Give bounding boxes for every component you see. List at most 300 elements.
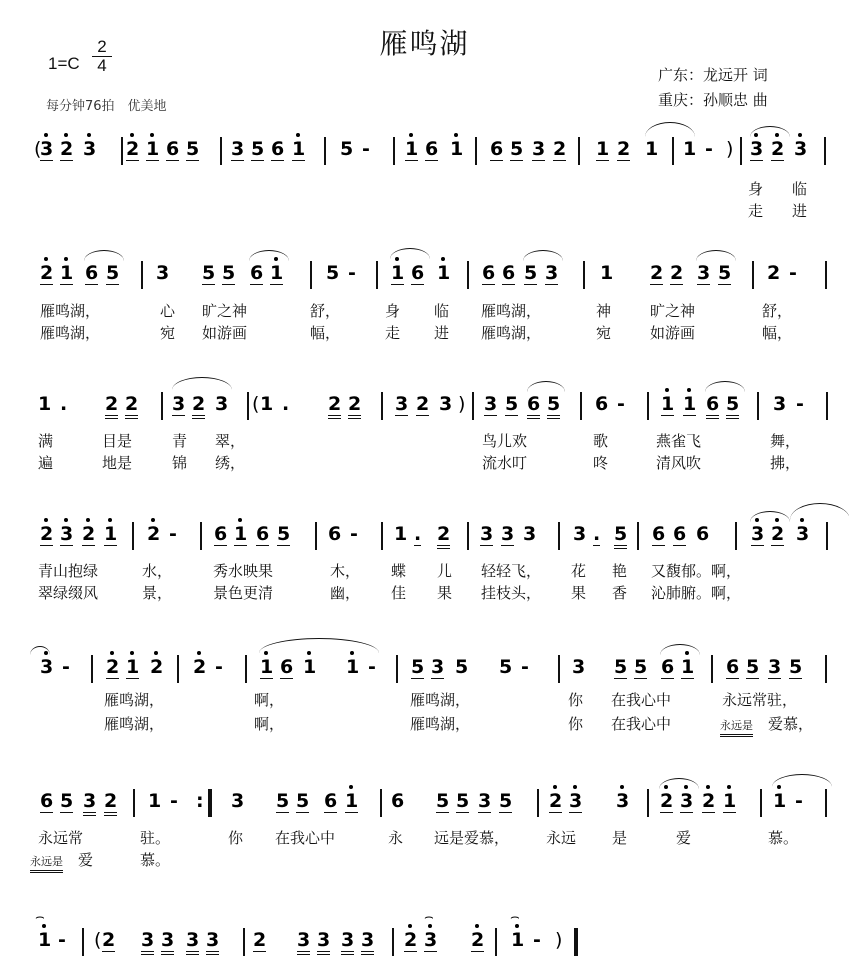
octave-dot-above xyxy=(86,518,90,522)
note: 3 xyxy=(83,138,97,160)
barline xyxy=(578,137,580,165)
octave-dot-above xyxy=(44,133,48,137)
note: 2 xyxy=(40,523,54,545)
note: 1 xyxy=(645,138,659,160)
note: - xyxy=(795,790,803,812)
slur-arc xyxy=(750,126,790,137)
note: 3 xyxy=(569,790,583,812)
barline xyxy=(757,392,759,420)
lyric-text: 沁肺腑。啊， xyxy=(651,584,742,602)
note: 3 xyxy=(317,929,330,955)
barline xyxy=(558,655,560,683)
note: 2 xyxy=(771,523,785,545)
lyric-text: 永远常 xyxy=(38,829,84,847)
slur-arc xyxy=(750,511,790,522)
barline xyxy=(91,655,93,683)
barline xyxy=(315,522,317,550)
note: 3 xyxy=(750,138,764,160)
time-signature-bottom: 4 xyxy=(97,56,107,75)
lyric-text: 宛 xyxy=(596,324,612,342)
barline xyxy=(825,655,827,683)
octave-dot-above xyxy=(727,785,731,789)
note: 3 xyxy=(484,393,498,415)
note: - xyxy=(796,393,804,415)
note: 6 xyxy=(482,262,496,284)
note: 5 xyxy=(746,656,760,678)
barline xyxy=(132,522,134,550)
note: 3 xyxy=(297,929,310,955)
lyric-text: 神 xyxy=(596,302,612,320)
lyric-text: 永远是 xyxy=(30,853,63,873)
note: 1 xyxy=(723,790,737,812)
note: 1 xyxy=(661,393,675,415)
barline xyxy=(376,261,378,289)
note: 2 xyxy=(549,790,563,812)
barline xyxy=(495,928,497,956)
note: 2 xyxy=(82,523,96,545)
barline xyxy=(82,928,84,956)
lyric-text: 翠， xyxy=(215,432,246,450)
slur-arc xyxy=(660,644,700,655)
note: 3 xyxy=(424,929,438,951)
lyric-text: 身 xyxy=(748,180,764,198)
lyric-text: 鸟儿欢 xyxy=(482,432,528,450)
note: 3 xyxy=(478,790,492,812)
fermata-symbol: ⌢ xyxy=(424,907,434,925)
note: 3 xyxy=(768,656,782,678)
octave-dot-above xyxy=(553,785,557,789)
note: 6 xyxy=(595,393,609,415)
lyricist-credit: 广东：龙远开 词 xyxy=(658,66,768,84)
note: 5 xyxy=(510,138,524,160)
note: 3 xyxy=(141,929,154,955)
lyric-line xyxy=(0,849,849,871)
lyric-text: 在我心中 xyxy=(611,715,672,733)
barline xyxy=(324,137,326,165)
note: 2 xyxy=(650,262,664,284)
note: 1 xyxy=(234,523,248,545)
lyric-text: 如游画 xyxy=(650,324,696,342)
note: - xyxy=(350,523,358,545)
lyric-text: 旷之神 xyxy=(202,302,248,320)
barline xyxy=(580,392,582,420)
barline xyxy=(393,137,395,165)
lyric-text: 蝶 xyxy=(391,562,407,580)
note: - xyxy=(617,393,625,415)
note: 3 xyxy=(172,393,186,415)
octave-dot-above xyxy=(441,257,445,261)
barline xyxy=(826,522,828,550)
note: 6 xyxy=(85,262,99,284)
note: 6 xyxy=(328,523,342,545)
barline xyxy=(647,392,649,420)
barline xyxy=(825,789,827,817)
note: 3 xyxy=(532,138,546,160)
lyric-text: 雁鸣湖， xyxy=(104,691,165,709)
lyric-text: 挂枝头， xyxy=(481,584,542,602)
note: 2 xyxy=(192,393,205,419)
slur-arc xyxy=(390,248,430,259)
lyric-text: 流水叮 xyxy=(482,454,528,472)
barline xyxy=(537,789,539,817)
slur-arc xyxy=(523,250,563,261)
note: 5 xyxy=(202,262,216,284)
barline xyxy=(760,789,762,817)
barline xyxy=(825,261,827,289)
note: 3 xyxy=(573,523,587,545)
note: - xyxy=(533,929,541,951)
note: 1 xyxy=(146,138,160,160)
note: 1 xyxy=(38,929,52,951)
octave-dot-above xyxy=(296,133,300,137)
slur-arc xyxy=(527,381,565,392)
lyric-text: 满 xyxy=(38,432,54,450)
lyric-text: 心 xyxy=(160,302,176,320)
note: 3 xyxy=(83,790,96,816)
note: 6 xyxy=(271,138,285,160)
note: 6 xyxy=(250,262,264,284)
lyric-text: 木， xyxy=(330,562,361,580)
note: 3 xyxy=(206,929,219,955)
note: 5 xyxy=(222,262,236,284)
note: 2 xyxy=(553,138,567,160)
lyric-text: 舒， xyxy=(762,302,793,320)
barline xyxy=(381,522,383,550)
note: 5 xyxy=(186,138,200,160)
octave-dot-above xyxy=(798,133,802,137)
lyric-text: 你 xyxy=(568,715,584,733)
note: 1 xyxy=(303,656,317,678)
note: 3 xyxy=(545,262,559,284)
note: - xyxy=(348,262,356,284)
lyric-text: 果 xyxy=(571,584,587,602)
lyric-text: 艳 xyxy=(612,562,628,580)
paren-symbol: ( xyxy=(252,393,260,415)
octave-dot-above xyxy=(197,651,201,655)
barline xyxy=(245,655,247,683)
note: 3 xyxy=(572,656,586,678)
note: - xyxy=(169,523,177,545)
note: 5 xyxy=(276,790,290,812)
slur-arc xyxy=(696,250,736,261)
lyric-text: 临 xyxy=(792,180,808,198)
note: 5 xyxy=(296,790,310,812)
lyric-text: 临 xyxy=(434,302,450,320)
note: 6 xyxy=(391,790,405,812)
note: 1 xyxy=(148,790,162,812)
lyric-text: 在我心中 xyxy=(275,829,336,847)
barline xyxy=(133,789,135,817)
note: 3 xyxy=(231,790,245,812)
note: 6 xyxy=(280,656,294,678)
notation-row xyxy=(0,652,849,686)
note: 2 xyxy=(702,790,716,812)
lyric-text: 走 xyxy=(748,202,764,220)
lyric-text: 慕。 xyxy=(768,829,799,847)
note: 3 xyxy=(215,393,229,415)
note: 3 xyxy=(186,929,199,955)
lyric-text: 佳 xyxy=(391,584,407,602)
note: 5 xyxy=(411,656,425,678)
notation-row xyxy=(0,519,849,553)
lyric-text: 爱慕， xyxy=(768,715,814,733)
slur-arc xyxy=(645,122,695,137)
note: 3 xyxy=(40,656,54,678)
lyric-text: 舒， xyxy=(310,302,341,320)
note: - xyxy=(58,929,66,951)
barline xyxy=(392,928,394,956)
lyric-text: 轻轻飞， xyxy=(481,562,542,580)
note: 3 xyxy=(480,523,494,545)
lyric-text: 燕雀飞 xyxy=(656,432,702,450)
lyric-line xyxy=(0,178,849,200)
note: - xyxy=(521,656,529,678)
note: 2 xyxy=(106,656,120,678)
lyric-text: 果 xyxy=(437,584,453,602)
lyric-text: 目是 xyxy=(102,432,133,450)
lyric-text: 你 xyxy=(228,829,244,847)
notation-row xyxy=(0,786,849,820)
note: 6 xyxy=(696,523,710,545)
composer-credit: 重庆：孙顺忠 曲 xyxy=(658,91,768,109)
lyric-text: 永远 xyxy=(546,829,577,847)
note: 1 xyxy=(38,393,52,415)
note: 3 xyxy=(439,393,453,415)
slur-arc xyxy=(790,503,849,520)
barline xyxy=(121,137,123,165)
note: 1 xyxy=(260,393,274,415)
note: 5 xyxy=(326,262,340,284)
note: 3 xyxy=(697,262,711,284)
barline xyxy=(472,392,474,420)
note: 5 xyxy=(340,138,354,160)
note: 2 xyxy=(147,523,161,545)
barline xyxy=(672,137,674,165)
lyric-text: 舞， xyxy=(770,432,801,450)
note: 5 xyxy=(499,656,513,678)
lyric-text: 雁鸣湖， xyxy=(104,715,165,733)
note: 2 xyxy=(617,138,631,160)
lyric-text: 爱 xyxy=(78,851,94,869)
note: 6 xyxy=(527,393,540,419)
lyric-text: 绣， xyxy=(215,454,246,472)
barline xyxy=(583,261,585,289)
octave-dot-above xyxy=(408,924,412,928)
slur-arc xyxy=(259,638,379,653)
note: 2 xyxy=(328,393,341,419)
note: 1 xyxy=(405,138,419,160)
lyric-text: 慕。 xyxy=(140,851,171,869)
note: 2 xyxy=(60,138,74,160)
note: 1 xyxy=(126,656,140,678)
note: 1 xyxy=(60,262,74,284)
note: 2 xyxy=(771,138,785,160)
octave-dot-above xyxy=(154,651,158,655)
lyric-text: 锦 xyxy=(172,454,188,472)
note: 5 xyxy=(455,656,469,678)
note: : xyxy=(196,790,204,812)
lyric-text: 雁鸣湖， xyxy=(410,691,471,709)
note: 5 xyxy=(456,790,470,812)
barline xyxy=(824,137,826,165)
barline xyxy=(161,392,163,420)
lyric-text: 秀水映果 xyxy=(213,562,274,580)
tempo-marking: 每分钟76拍 优美地 xyxy=(46,99,167,114)
lyric-text: 幅， xyxy=(310,324,341,342)
notation-row xyxy=(0,258,849,292)
lyric-text: 永远常驻， xyxy=(722,691,798,709)
note: - xyxy=(368,656,376,678)
slur-arc xyxy=(772,774,832,787)
note: 6 xyxy=(726,656,740,678)
barline xyxy=(711,655,713,683)
octave-dot-above xyxy=(130,651,134,655)
note: - xyxy=(705,138,713,160)
lyric-text: 走 xyxy=(385,324,401,342)
note: 2 xyxy=(150,656,164,678)
octave-dot-above xyxy=(130,133,134,137)
note: . xyxy=(60,393,68,415)
note: 5 xyxy=(277,523,291,545)
note: 2 xyxy=(126,138,140,160)
note: 2 xyxy=(125,393,138,419)
note: 3 xyxy=(60,523,74,545)
lyric-text: 身 xyxy=(385,302,401,320)
lyric-line xyxy=(0,560,849,582)
note: 2 xyxy=(348,393,361,419)
barline xyxy=(396,655,398,683)
note: 6 xyxy=(324,790,338,812)
octave-dot-above xyxy=(687,388,691,392)
lyric-text: 景色更清 xyxy=(213,584,274,602)
note: 1 xyxy=(773,790,787,812)
lyric-text: 是 xyxy=(612,829,628,847)
note: 1 xyxy=(437,262,451,284)
note: - xyxy=(170,790,178,812)
note: 5 xyxy=(499,790,513,812)
octave-dot-above xyxy=(44,257,48,261)
lyric-text: 永远是 xyxy=(720,717,753,737)
note: 1 xyxy=(511,929,525,951)
time-signature xyxy=(92,38,112,75)
lyric-text: 进 xyxy=(792,202,808,220)
octave-dot-above xyxy=(573,785,577,789)
fermata-symbol: ⌢ xyxy=(35,907,45,925)
note: 3 xyxy=(40,138,54,160)
slur-arc xyxy=(705,381,745,392)
octave-dot-above xyxy=(706,785,710,789)
note: 3 xyxy=(616,790,630,812)
notation-row xyxy=(0,134,849,168)
song-title: 雁鸣湖 xyxy=(379,27,470,60)
lyric-line xyxy=(0,200,849,222)
note: - xyxy=(362,138,370,160)
lyric-text: 进 xyxy=(434,324,450,342)
paren-symbol: ) xyxy=(726,138,734,160)
paren-symbol: ) xyxy=(555,929,563,951)
lyric-line xyxy=(0,582,849,604)
barline xyxy=(141,261,143,289)
slur-arc xyxy=(84,250,124,261)
barline xyxy=(752,261,754,289)
note: - xyxy=(789,262,797,284)
paren-symbol: ( xyxy=(94,929,102,951)
lyric-text: 啊， xyxy=(254,691,285,709)
barline xyxy=(467,261,469,289)
barline xyxy=(467,522,469,550)
lyric-text: 雁鸣湖， xyxy=(410,715,471,733)
note: 1 xyxy=(345,790,359,812)
note: 1 xyxy=(346,656,360,678)
lyric-text: 花 xyxy=(571,562,587,580)
note: 5 xyxy=(614,523,627,549)
lyric-text: 遍 xyxy=(38,454,54,472)
note: 5 xyxy=(718,262,732,284)
note: 6 xyxy=(40,790,54,812)
barline xyxy=(647,789,649,817)
note: 2 xyxy=(253,929,267,951)
paren-symbol: ) xyxy=(458,393,466,415)
note: 2 xyxy=(660,790,674,812)
lyric-text: 翠绿缀风 xyxy=(38,584,99,602)
lyric-text: 幅， xyxy=(762,324,793,342)
barline xyxy=(310,261,312,289)
note: 5 xyxy=(789,656,803,678)
lyric-text: 驻。 xyxy=(140,829,171,847)
note: 5 xyxy=(524,262,538,284)
note: 1 xyxy=(260,656,274,678)
octave-dot-above xyxy=(108,518,112,522)
note: 1 xyxy=(683,138,697,160)
note: 3 xyxy=(156,262,170,284)
octave-dot-above xyxy=(454,133,458,137)
lyric-text: 拂， xyxy=(770,454,801,472)
note: 1 xyxy=(596,138,610,160)
lyric-text: 啊， xyxy=(254,715,285,733)
note: 6 xyxy=(661,656,675,678)
note: 6 xyxy=(502,262,516,284)
octave-dot-above xyxy=(349,785,353,789)
notation-row xyxy=(0,389,849,423)
note: 1 xyxy=(600,262,614,284)
note: - xyxy=(62,656,70,678)
note: 3 xyxy=(794,138,808,160)
note: 5 xyxy=(726,393,739,419)
lyric-line xyxy=(0,827,849,849)
note: 6 xyxy=(425,138,439,160)
lyric-text: 如游画 xyxy=(202,324,248,342)
note: 6 xyxy=(166,138,180,160)
note: 2 xyxy=(437,523,450,549)
note: 2 xyxy=(40,262,54,284)
octave-dot-above xyxy=(475,924,479,928)
note: 2 xyxy=(670,262,684,284)
note: 1 xyxy=(681,656,695,678)
note: 3 xyxy=(501,523,515,545)
note: 6 xyxy=(673,523,687,545)
lyric-text: 景， xyxy=(142,584,173,602)
note: 5 xyxy=(251,138,265,160)
octave-dot-above xyxy=(151,518,155,522)
note: 1 xyxy=(270,262,284,284)
note: 5 xyxy=(436,790,450,812)
lyric-text: 雁鸣湖， xyxy=(481,324,542,342)
lyric-text: 香 xyxy=(612,584,628,602)
barline xyxy=(243,928,245,956)
note: 3 xyxy=(680,790,694,812)
lyric-text: 又馥郁。啊， xyxy=(651,562,742,580)
barline xyxy=(177,655,179,683)
